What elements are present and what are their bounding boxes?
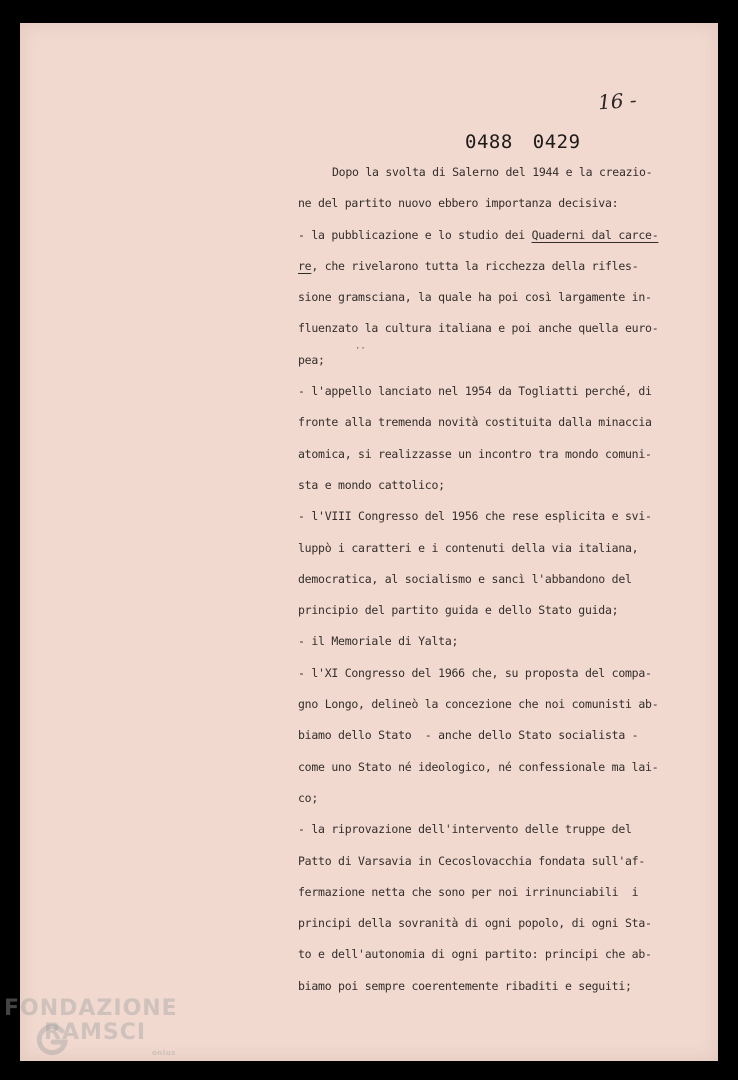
text-line: co; [298,790,319,805]
text-line: biamo poi sempre coerentemente ribaditi e seguiti; [298,978,632,993]
text-line: Patto di Varsavia in Cecoslovacchia fondata sull'af- [298,853,646,868]
text-line: - l'XI Congresso del 1966 che, su proposta del compa- [298,665,652,680]
typewritten-body [298,160,668,1005]
watermark-line-1: FONDAZIONE [4,996,178,1021]
text-line: Dopo la svolta di Salerno del 1944 e la creazio- [332,165,653,179]
text-line: pea; [298,352,325,367]
text-fragment: - la pubblicazione e lo studio dei [298,227,532,242]
text-line: come uno Stato né ideologico, né confessionale ma lai- [298,759,659,774]
underlined-title: Quaderni dal carce- [531,227,659,242]
archive-reference-code [465,131,581,153]
text-line: to e dell'autonomia di ogni partito: principi che ab- [298,947,652,962]
text-line: atomica, si realizzasse un incontro tra mondo comuni- [298,446,652,461]
text-line: - il Memoriale di Yalta; [298,634,459,649]
text-line: fluenzato la cultura italiana e poi anche quella euro- [298,321,659,336]
text-line: - l'appello lanciato nel 1954 da Togliatti perché, di [298,384,652,399]
text-line: principi della sovranità di ogni popolo, di ogni Sta- [298,916,652,931]
text-line: - l'VIII Congresso del 1956 che rese esplicita e svi- [298,509,652,524]
fondazione-gramsci-watermark [4,996,178,1057]
ink-speck: ·· [355,344,366,354]
text-line: principio del partito guida e dello Stato guida; [298,603,619,618]
text-line: ne del partito nuovo ebbero importanza decisiva: [298,196,619,211]
watermark-onlus: onlus [152,1049,176,1057]
text-line: - la riprovazione dell'intervento delle truppe del [298,822,632,837]
text-line: biamo dello Stato - anche dello Stato socialista - [298,728,639,743]
watermark-g-logo-icon [34,1022,70,1058]
text-line [298,254,668,285]
text-line: sta e mondo cattolico; [298,477,445,492]
text-fragment: , che rivelarono tutta la ricchezza della rifles- [311,258,639,273]
text-line: fermazione netta che sono per noi irrinunciabili i [298,884,639,899]
document-page [20,23,718,1061]
watermark-line-2: RAMSCI [44,1020,147,1045]
text-line: gno Longo, delineò la concezione che noi comunisti ab- [298,697,659,712]
underlined-title: re [298,258,312,273]
reference-code-part-a: 0488 [465,131,513,153]
text-line: democratica, al socialismo e sancì l'abbandono del [298,571,632,586]
text-line: luppò i caratteri e i contenuti della via italiana, [298,540,639,555]
reference-code-part-b: 0429 [532,131,581,153]
text-line [298,223,668,254]
handwritten-page-number: 16 - [597,87,638,115]
text-line: fronte alla tremenda novità costituita dalla minaccia [298,415,652,430]
text-line: sione gramsciana, la quale ha poi così largamente in- [298,290,652,305]
